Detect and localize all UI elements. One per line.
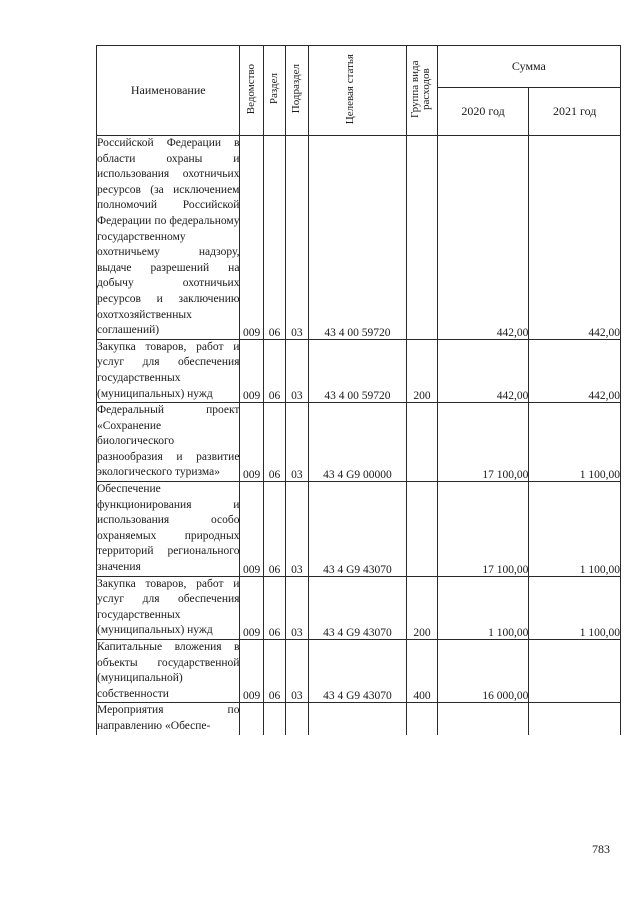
table-row bbox=[97, 640, 621, 703]
row-sum-2020: 16 000,00 bbox=[437, 640, 529, 703]
header-section-label: Раздел bbox=[268, 73, 281, 105]
header-year-2021: 2021 год bbox=[529, 88, 621, 136]
row-section bbox=[263, 703, 285, 735]
row-name: Закупка товаров, работ и услуг для обеспечения государственных (муниципальных) нужд bbox=[97, 576, 240, 639]
table-row bbox=[97, 136, 621, 340]
row-department: 009 bbox=[240, 576, 263, 639]
row-sum-2021: 1 100,00 bbox=[529, 403, 621, 482]
row-target-item: 43 4 G9 43070 bbox=[308, 576, 407, 639]
header-expense-group-label: Группа вида расходов bbox=[409, 60, 433, 118]
row-sum-2020: 442,00 bbox=[437, 339, 529, 402]
header-sum: Сумма bbox=[437, 46, 620, 88]
row-target-item: 43 4 00 59720 bbox=[308, 136, 407, 340]
row-department bbox=[240, 703, 263, 735]
page-number: 783 bbox=[592, 842, 610, 856]
row-sum-2020: 1 100,00 bbox=[437, 576, 529, 639]
table-row bbox=[97, 403, 621, 482]
row-subsection: 03 bbox=[286, 576, 308, 639]
header-target-item bbox=[308, 46, 407, 136]
row-expense-group: 400 bbox=[407, 640, 438, 703]
row-expense-group bbox=[407, 403, 438, 482]
row-expense-group bbox=[407, 482, 438, 577]
row-sum-2021: 442,00 bbox=[529, 136, 621, 340]
header-row-top bbox=[97, 46, 621, 88]
header-target-item-label: Целевая статья bbox=[344, 53, 357, 125]
row-name: Мероприятия по направлению «Обеспе- bbox=[97, 703, 240, 735]
row-name: Обеспечение функционирования и использования особо охраняемых природных территорий регионального значения bbox=[97, 482, 240, 577]
row-section: 06 bbox=[263, 136, 285, 340]
row-target-item: 43 4 G9 00000 bbox=[308, 403, 407, 482]
header-department-label: Ведомство bbox=[245, 63, 258, 115]
header-subsection-label: Подраздел bbox=[290, 64, 303, 114]
row-target-item: 43 4 G9 43070 bbox=[308, 482, 407, 577]
row-section: 06 bbox=[263, 576, 285, 639]
row-sum-2021: 1 100,00 bbox=[529, 576, 621, 639]
header-name: Наименование bbox=[97, 46, 240, 136]
row-sum-2021 bbox=[529, 703, 621, 735]
row-department: 009 bbox=[240, 640, 263, 703]
row-sum-2021: 442,00 bbox=[529, 339, 621, 402]
row-section: 06 bbox=[263, 403, 285, 482]
budget-table bbox=[96, 45, 621, 735]
row-expense-group: 200 bbox=[407, 339, 438, 402]
table-row bbox=[97, 703, 621, 735]
row-sum-2020: 17 100,00 bbox=[437, 482, 529, 577]
row-subsection: 03 bbox=[286, 403, 308, 482]
row-department: 009 bbox=[240, 339, 263, 402]
header-year-2020: 2020 год bbox=[437, 88, 529, 136]
row-subsection: 03 bbox=[286, 136, 308, 340]
row-subsection: 03 bbox=[286, 339, 308, 402]
row-section: 06 bbox=[263, 640, 285, 703]
row-name: Российской Федерации в области охраны и использования охотничьих ресурсов (за исключением полномочий Российской Федерации по федеральному государственному охотничьему надзору, выдаче разрешений на добычу охотничьих ресурсов и заключению охотхозяйственных соглашений) bbox=[97, 136, 240, 340]
row-expense-group bbox=[407, 703, 438, 735]
row-target-item: 43 4 G9 43070 bbox=[308, 640, 407, 703]
header-section bbox=[263, 46, 285, 136]
row-section: 06 bbox=[263, 482, 285, 577]
row-subsection bbox=[286, 703, 308, 735]
row-sum-2020 bbox=[437, 703, 529, 735]
row-name: Капитальные вложения в объекты государственной (муниципальной) собственности bbox=[97, 640, 240, 703]
row-sum-2020: 17 100,00 bbox=[437, 403, 529, 482]
row-department: 009 bbox=[240, 403, 263, 482]
row-sum-2021: 1 100,00 bbox=[529, 482, 621, 577]
row-section: 06 bbox=[263, 339, 285, 402]
row-expense-group bbox=[407, 136, 438, 340]
table-row bbox=[97, 482, 621, 577]
header-subsection bbox=[286, 46, 308, 136]
table-row bbox=[97, 576, 621, 639]
header-expense-group bbox=[407, 46, 438, 136]
row-subsection: 03 bbox=[286, 482, 308, 577]
row-sum-2020: 442,00 bbox=[437, 136, 529, 340]
table-row bbox=[97, 339, 621, 402]
row-name: Закупка товаров, работ и услуг для обеспечения государственных (муниципальных) нужд bbox=[97, 339, 240, 402]
row-name: Федеральный проект «Сохранение биологического разнообразия и развитие экологического туризма» bbox=[97, 403, 240, 482]
row-target-item bbox=[308, 703, 407, 735]
row-sum-2021 bbox=[529, 640, 621, 703]
row-target-item: 43 4 00 59720 bbox=[308, 339, 407, 402]
row-department: 009 bbox=[240, 482, 263, 577]
row-subsection: 03 bbox=[286, 640, 308, 703]
header-department bbox=[240, 46, 263, 136]
row-department: 009 bbox=[240, 136, 263, 340]
row-expense-group: 200 bbox=[407, 576, 438, 639]
